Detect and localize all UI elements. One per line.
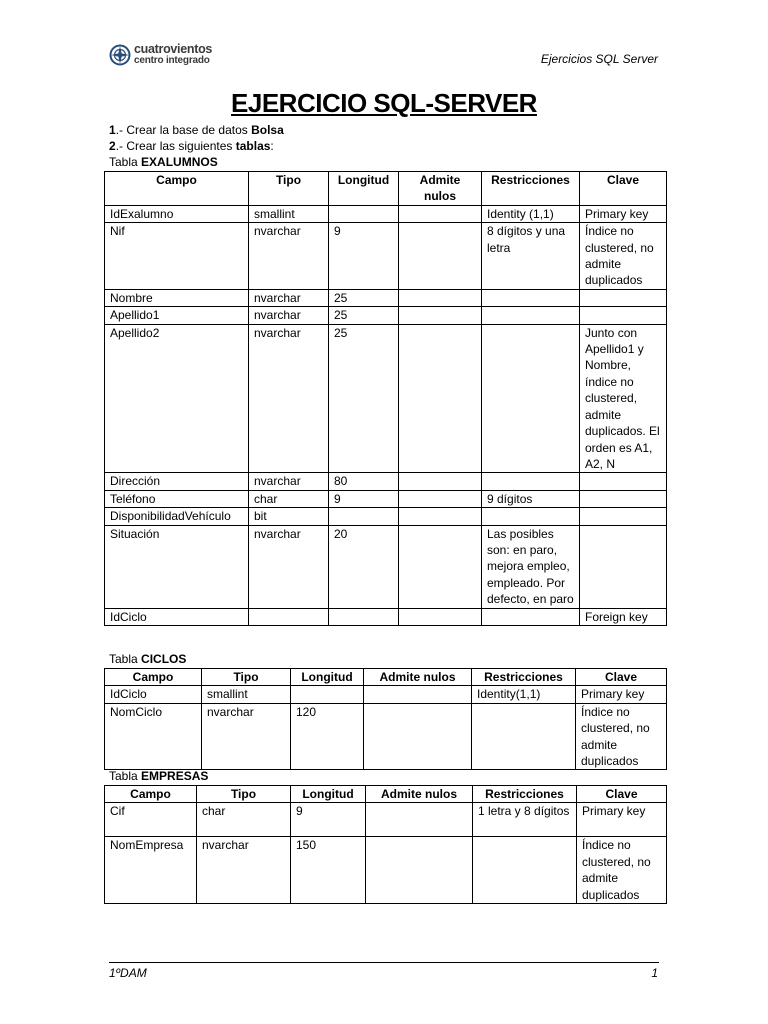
header-cell: Longitud <box>291 669 364 686</box>
page-title: EJERCICIO SQL-SERVER <box>231 88 537 118</box>
table-cell <box>399 223 482 290</box>
header-cell: Campo <box>105 172 249 206</box>
table-header-row <box>105 172 667 206</box>
table-cell: nvarchar <box>249 307 329 324</box>
table-cell: Nif <box>105 223 249 290</box>
table-cell: Índice no clustered, no admite duplicados <box>576 703 667 770</box>
table-row <box>105 205 667 222</box>
instruction-number: 1 <box>109 123 116 137</box>
header-cell: Restricciones <box>472 669 576 686</box>
table-cell: DisponibilidadVehículo <box>105 508 249 525</box>
table-row <box>105 703 667 770</box>
table-row <box>105 686 667 703</box>
table-cell: Primary key <box>577 803 667 837</box>
table-cell <box>399 525 482 608</box>
caption-prefix: Tabla <box>109 155 142 169</box>
table-row <box>105 525 667 608</box>
table-cell: Junto con Apellido1 y Nombre, índice no clustered, admite duplicados. El orden es A1, A2, N <box>580 324 667 473</box>
table-cell <box>482 307 580 324</box>
logo <box>109 43 212 67</box>
table-cell <box>291 686 364 703</box>
table-row <box>105 223 667 290</box>
table-cell: Primary key <box>576 686 667 703</box>
header-cell: Campo <box>105 786 197 803</box>
instruction-text: .- Crear las siguientes <box>115 139 236 153</box>
table-cell: nvarchar <box>249 324 329 473</box>
table-cell <box>399 307 482 324</box>
table-cell <box>364 703 472 770</box>
table-cell <box>329 608 399 625</box>
header-cell: Admite nulos <box>366 786 473 803</box>
instruction-2 <box>109 138 274 154</box>
header-cell: Restricciones <box>473 786 577 803</box>
table-cell <box>580 508 667 525</box>
table-row <box>105 508 667 525</box>
table-cell <box>580 525 667 608</box>
table-exalumnos <box>104 171 667 626</box>
table-cell: Las posibles son: en paro, mejora empleo, empleado. Por defecto, en paro <box>482 525 580 608</box>
table-cell: nvarchar <box>249 525 329 608</box>
table-cell: 20 <box>329 525 399 608</box>
table-cell: Dirección <box>105 473 249 490</box>
table-cell: Foreign key <box>580 608 667 625</box>
instruction-bold: Bolsa <box>251 123 284 137</box>
header-cell: Clave <box>580 172 667 206</box>
table-cell <box>249 608 329 625</box>
header-cell: Tipo <box>249 172 329 206</box>
header-cell: Restricciones <box>482 172 580 206</box>
compass-logo-icon <box>109 44 131 66</box>
header-cell: Longitud <box>291 786 366 803</box>
table-cell: 9 <box>291 803 366 837</box>
table-cell: 25 <box>329 307 399 324</box>
table-cell: 9 <box>329 490 399 507</box>
table-cell <box>399 289 482 306</box>
table-cell <box>482 289 580 306</box>
logo-text <box>134 44 212 66</box>
table-cell <box>366 803 473 837</box>
instruction-1 <box>109 122 284 138</box>
table-row <box>105 324 667 473</box>
table-cell <box>580 490 667 507</box>
table-caption-exalumnos <box>109 154 218 170</box>
table-row <box>105 837 667 904</box>
header-cell: Admite nulos <box>399 172 482 206</box>
table-row <box>105 307 667 324</box>
table-row <box>105 803 667 837</box>
footer-divider <box>109 962 659 963</box>
table-cell: Apellido1 <box>105 307 249 324</box>
header-cell: Tipo <box>202 669 291 686</box>
table-cell <box>366 837 473 904</box>
table-cell: char <box>197 803 291 837</box>
caption-name: EXALUMNOS <box>141 155 218 169</box>
table-cell: IdCiclo <box>105 608 249 625</box>
logo-subtitle: centro integrado <box>134 55 210 66</box>
table-cell: NomCiclo <box>105 703 202 770</box>
header-cell: Tipo <box>197 786 291 803</box>
table-header-row <box>105 669 667 686</box>
table-cell <box>472 703 576 770</box>
header-cell: Clave <box>577 786 667 803</box>
instruction-text: .- Crear la base de datos <box>115 123 252 137</box>
instruction-number: 2 <box>109 139 116 153</box>
table-cell: Identity(1,1) <box>472 686 576 703</box>
table-cell: 150 <box>291 837 366 904</box>
table-empresas <box>104 785 667 904</box>
caption-name: EMPRESAS <box>141 769 209 783</box>
table-cell: IdCiclo <box>105 686 202 703</box>
table-cell: nvarchar <box>249 289 329 306</box>
table-cell: nvarchar <box>197 837 291 904</box>
table-cell: 1 letra y 8 dígitos <box>473 803 577 837</box>
table-cell: Primary key <box>580 205 667 222</box>
footer-course: 1ºDAM <box>109 966 147 980</box>
caption-prefix: Tabla <box>109 769 142 783</box>
table-cell: 9 <box>329 223 399 290</box>
table-cell <box>473 837 577 904</box>
table-cell <box>399 473 482 490</box>
table-cell: smallint <box>249 205 329 222</box>
table-cell <box>329 508 399 525</box>
header-cell: Clave <box>576 669 667 686</box>
table-caption-empresas <box>109 768 208 784</box>
table-cell <box>580 307 667 324</box>
table-cell: NomEmpresa <box>105 837 197 904</box>
table-cell <box>399 508 482 525</box>
table-cell: IdExalumno <box>105 205 249 222</box>
table-cell: char <box>249 490 329 507</box>
table-cell: Índice no clustered, no admite duplicados <box>577 837 667 904</box>
table-cell <box>580 473 667 490</box>
table-cell: bit <box>249 508 329 525</box>
table-cell <box>580 289 667 306</box>
instruction-end: : <box>270 139 274 153</box>
header-cell: Campo <box>105 669 202 686</box>
table-row <box>105 473 667 490</box>
table-cell <box>364 686 472 703</box>
table-row <box>105 608 667 625</box>
table-cell <box>399 490 482 507</box>
table-cell: nvarchar <box>202 703 291 770</box>
table-cell: 8 dígitos y una letra <box>482 223 580 290</box>
table-cell: 9 dígitos <box>482 490 580 507</box>
header-title: Ejercicios SQL Server <box>540 52 658 66</box>
table-row <box>105 490 667 507</box>
header-cell: Admite nulos <box>364 669 472 686</box>
table-cell: Identity (1,1) <box>482 205 580 222</box>
table-cell <box>399 205 482 222</box>
table-cell: smallint <box>202 686 291 703</box>
table-cell <box>482 324 580 473</box>
table-cell: 25 <box>329 289 399 306</box>
caption-name: CICLOS <box>141 652 187 666</box>
table-header-row <box>105 786 667 803</box>
table-cell: Nombre <box>105 289 249 306</box>
table-cell: 25 <box>329 324 399 473</box>
table-cell <box>399 608 482 625</box>
table-cell: Apellido2 <box>105 324 249 473</box>
table-cell: nvarchar <box>249 223 329 290</box>
table-cell <box>482 508 580 525</box>
page-number: 1 <box>651 966 658 980</box>
caption-prefix: Tabla <box>109 652 142 666</box>
table-ciclos <box>104 668 667 770</box>
table-caption-ciclos <box>109 651 186 667</box>
table-cell <box>399 324 482 473</box>
table-cell: 80 <box>329 473 399 490</box>
table-cell <box>482 608 580 625</box>
table-cell: nvarchar <box>249 473 329 490</box>
table-cell <box>329 205 399 222</box>
table-cell: Índice no clustered, no admite duplicados <box>580 223 667 290</box>
table-cell: Cif <box>105 803 197 837</box>
table-cell: 120 <box>291 703 364 770</box>
table-cell: Teléfono <box>105 490 249 507</box>
instruction-bold: tablas <box>235 139 271 153</box>
table-row <box>105 289 667 306</box>
table-cell <box>482 473 580 490</box>
header-cell: Longitud <box>329 172 399 206</box>
logo-name: cuatrovientos <box>134 42 213 56</box>
table-cell: Situación <box>105 525 249 608</box>
